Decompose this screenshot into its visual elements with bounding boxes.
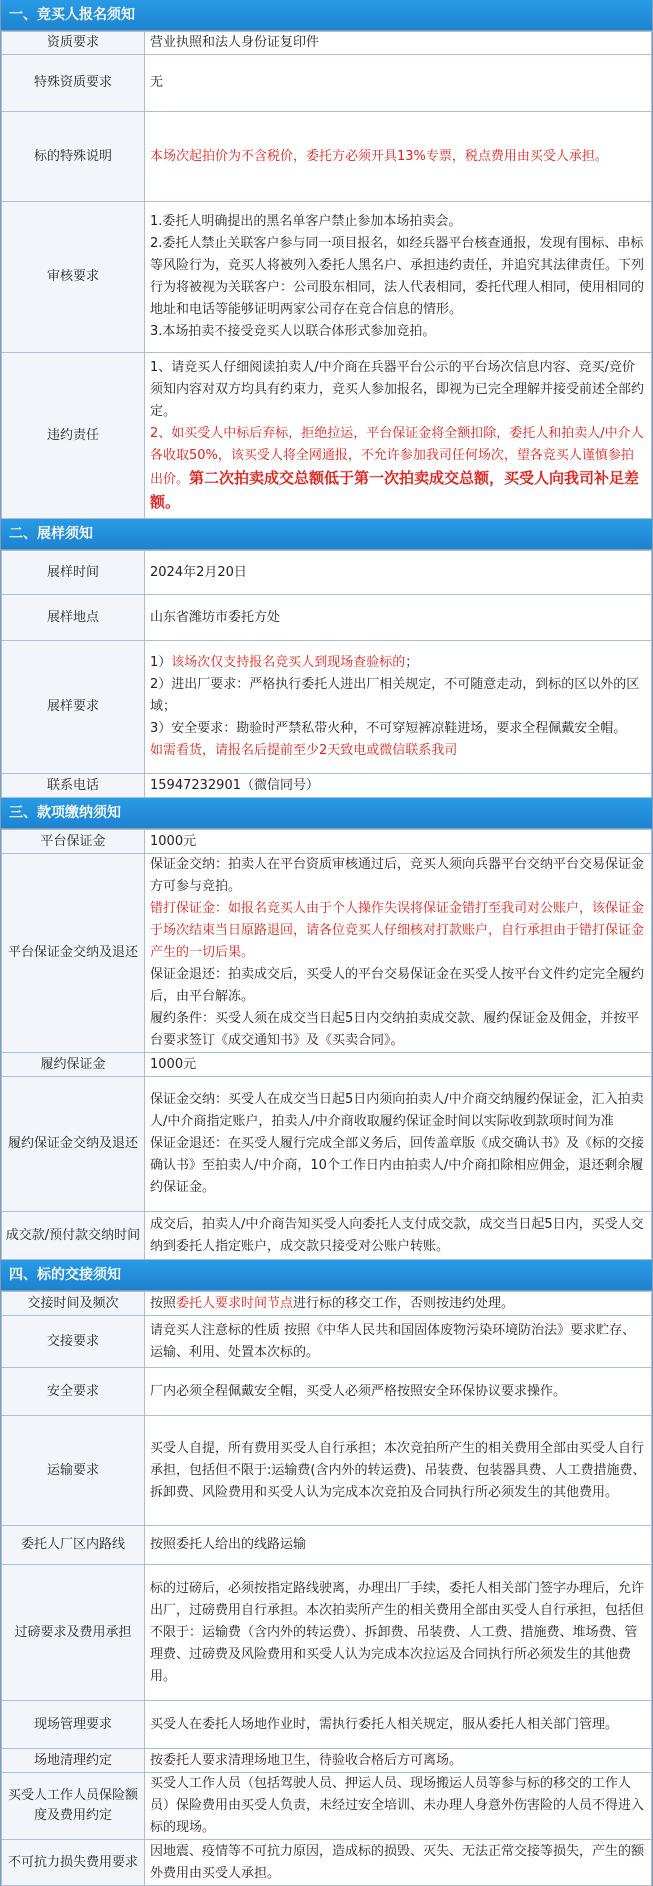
table-row [2, 1077, 652, 1212]
weigh-value: 标的过磅后，必须按指定路线驶离，办理出厂手续，委托人相关部门签字办理后，允许出厂，过磅费用自行承担。本次拍卖所产生的相关费用全部由买受人自行承担，包括但不限于：运输费（含内外的转运费）、拆卸费、吊装费、人工费、措施费、堆场费、管理费、过磅费及风险费用和买受人认为完成本次拉运及合同执行所必须发生的其他费用。 [145, 1565, 652, 1701]
exhibit-req-line-1-prefix: 1） [150, 655, 172, 670]
table-row [2, 1368, 652, 1416]
clean-label: 场地清理约定 [2, 1749, 145, 1773]
deposit-proc-line-4: 履约条件：买受人须在成交当日起5日内交纳拍卖成交款、履约保证金及佣金，并按平台要求签订《成交通知书》及《买卖合同》。 [150, 1011, 640, 1048]
phone-value: 15947232901（微信同号） [145, 774, 652, 798]
safety-label: 安全要求 [2, 1368, 145, 1416]
exhibit-req-line-1-suffix: ； [405, 655, 419, 670]
table-row [2, 353, 652, 519]
table-row [2, 854, 652, 1053]
table-row [2, 1212, 652, 1260]
audit-line-2: 2.委托人禁止关联客户参与同一项目报名，如经兵器平台核查通报，发现有围标、串标等风险行为，竞买人将被列入委托人黑名户、承担违约责任，并追究其法律责任。下列行为将被视为关联客户：公司股东相同，法人代表相同，委托代理人相同，使用相同的地址和电话等能够证明两家公司存在竞合信息的情形。 [150, 236, 645, 317]
perf-proc-label: 履约保证金交纳及退还 [2, 1077, 145, 1212]
table-row [2, 1292, 652, 1316]
breach-line-2-text: 2、如买受人中标后弃标，拒绝拉运，平台保证金将全额扣除，委托人和拍卖人/中介人各收取50%，该买受人将全网通报，不允许参加我司任何场次，望各竞买人谨慎参拍出价。 [150, 425, 644, 487]
freq-label: 交接时间及频次 [2, 1292, 145, 1316]
freq-value [145, 1292, 652, 1316]
clean-value: 按委托人要求清理场地卫生，待验收合格后方可离场。 [145, 1749, 652, 1773]
exhibit-req-label: 展样要求 [2, 641, 145, 774]
exhibit-req-line-2: 2）进出厂要求：严格执行委托人进出厂相关规定，不可随意走动，到标的区以外的区域； [150, 677, 640, 714]
exhibit-req-line-3: 3）安全要求：勘验时严禁私带火种，不可穿短裤凉鞋进场，要求全程佩戴安全帽。 [150, 721, 627, 736]
registration-table [1, 31, 652, 519]
phone-label: 联系电话 [2, 774, 145, 798]
table-row [2, 774, 652, 798]
site-value: 买受人在委托人场地作业时，需执行委托人相关规定，服从委托人相关部门管理。 [145, 1701, 652, 1749]
table-row [2, 1053, 652, 1077]
qual-label: 资质要求 [2, 32, 145, 55]
exhibition-table [1, 550, 652, 798]
freq-prefix: 按照 [150, 1295, 177, 1311]
force-value: 因地震、疫情等不可抗力原因，造成标的损毁、灭失、无法正常交接等损失，产生的额外费用由买受人承担。 [145, 1840, 652, 1886]
perf-proc-value [145, 1077, 652, 1212]
pay-time-label: 成交款/预付款交纳时间 [2, 1212, 145, 1260]
deposit-value: 1000元 [145, 830, 652, 854]
breach-line-3: 第二次拍卖成交总额低于第一次拍卖成交总额，买受人向我司补足差额。 [150, 468, 640, 511]
section-header-handover: 四、标的交接须知 [1, 1260, 652, 1291]
table-row [2, 1840, 652, 1886]
qual-value: 营业执照和法人身份证复印件 [145, 32, 652, 55]
handover-req-label: 交接要求 [2, 1316, 145, 1368]
deposit-label: 平台保证金 [2, 830, 145, 854]
exhibit-req-line-1 [150, 652, 646, 674]
exhibit-time-value: 2024年2月20日 [145, 551, 652, 595]
exhibit-req-line-1-red: 该场次仅支持报名竞买人到现场查验标的 [171, 655, 406, 670]
force-label: 不可抗力损失费用要求 [2, 1840, 145, 1886]
section-header-registration: 一、竞买人报名须知 [1, 0, 652, 31]
table-row [2, 1565, 652, 1701]
handover-req-value: 请竞买人注意标的性质 按照《中华人民共和国固体废物污染环境防治法》要求贮存、运输、利用、处置本次标的。 [145, 1316, 652, 1368]
table-row [2, 1526, 652, 1565]
route-label: 委托人厂区内路线 [2, 1526, 145, 1565]
section-header-exhibition: 二、展样须知 [1, 519, 652, 550]
audit-line-3: 3.本场拍卖不接受竞买人以联合体形式参加竞拍。 [150, 324, 436, 339]
exhibit-req-line-4: 如需看货，请报名后提前至少2天致电或微信联系我司 [150, 743, 458, 758]
deposit-proc-value [145, 854, 652, 1053]
deposit-proc-label: 平台保证金交纳及退还 [2, 854, 145, 1053]
perf-deposit-value: 1000元 [145, 1053, 652, 1077]
freq-red: 委托人要求时间节点 [176, 1295, 294, 1311]
breach-label: 违约责任 [2, 353, 145, 519]
table-row [2, 32, 652, 55]
section-header-payment: 三、款项缴纳须知 [1, 798, 652, 829]
deposit-proc-line-3: 保证金退还：拍卖成交后，买受人的平台交易保证金在买受人按平台文件约定完全履约后，由平台解冻。 [150, 967, 645, 1004]
table-row [2, 551, 652, 595]
audit-value [145, 202, 652, 353]
route-value: 按照委托人给出的线路运输 [145, 1526, 652, 1565]
audit-label: 审核要求 [2, 202, 145, 353]
deposit-proc-line-2: 错打保证金：如报名竞买人由于个人操作失误将保证金错打至我司对公账户，该保证金于场次结束当日原路退回，请各位竞买人仔细核对打款账户，自行承担由于错打保证金产生的一切后果。 [150, 901, 645, 960]
freq-suffix: 进行标的移交工作，否则按违约处理。 [293, 1295, 515, 1311]
breach-line-1: 1、请竞买人仔细阅读拍卖人/中介商在兵器平台公示的平台场次信息内容、竞买/竞价须知内容对双方均具有约束力，竞买人参加报名，即视为已完全理解并接受前述全部约定。 [150, 359, 645, 419]
special-qual-value: 无 [145, 55, 652, 112]
table-row [2, 641, 652, 774]
table-row [2, 112, 652, 202]
exhibit-place-label: 展样地点 [2, 595, 145, 641]
payment-table [1, 829, 652, 1260]
table-row [2, 202, 652, 353]
deposit-proc-line-1: 保证金交纳：拍卖人在平台资质审核通过后，竞买人须向兵器平台交纳平台交易保证金方可参与竞拍。 [150, 857, 645, 894]
table-row [2, 1416, 652, 1526]
weigh-label: 过磅要求及费用承担 [2, 1565, 145, 1701]
transport-value: 买受人自提，所有费用买受人自行承担；本次竞拍所产生的相关费用全部由买受人自行承担，包括但不限于:运输费(含内外的转运费)、吊装费、包装器具费、人工费措施费、拆卸费、风险费用和买受人认为完成本次竞拍及合同执行所必须发生的其他费用。 [145, 1416, 652, 1526]
audit-line-1: 1.委托人明确提出的黑名单客户禁止参加本场拍卖会。 [150, 214, 462, 229]
special-qual-label: 特殊资质要求 [2, 55, 145, 112]
table-row [2, 55, 652, 112]
exhibit-place-value: 山东省潍坊市委托方处 [145, 595, 652, 641]
perf-deposit-label: 履约保证金 [2, 1053, 145, 1077]
site-label: 现场管理要求 [2, 1701, 145, 1749]
pay-time-value: 成交后，拍卖人/中介商告知买受人向委托人支付成交款，成交当日起5日内，买受人交纳到委托人指定账户，成交款只接受对公账户转账。 [145, 1212, 652, 1260]
exhibit-req-value [145, 641, 652, 774]
perf-proc-line-1: 保证金交纳：买受人在成交当日起5日内须向拍卖人/中介商交纳履约保证金，汇入拍卖人/中介商指定账户，拍卖人/中介商收取履约保证金时间以实际收到款项时间为准 [150, 1092, 644, 1129]
transport-label: 运输要求 [2, 1416, 145, 1526]
special-note-value: 本场次起拍价为不含税价，委托方必须开具13%专票，税点费用由买受人承担。 [145, 112, 652, 202]
breach-value [145, 353, 652, 519]
handover-table [1, 1291, 652, 1886]
insure-label: 买受人工作人员保险额度及费用约定 [2, 1773, 145, 1840]
exhibit-time-label: 展样时间 [2, 551, 145, 595]
breach-line-2 [150, 423, 646, 515]
table-row [2, 1773, 652, 1840]
safety-value: 厂内必须全程佩戴安全帽，买受人必须严格按照安全环保协议要求操作。 [145, 1368, 652, 1416]
table-row [2, 1749, 652, 1773]
perf-proc-line-2: 保证金退还：在买受人履行完成全部义务后，回传盖章版《成交确认书》及《标的交接确认书》至拍卖人/中介商，10个工作日内由拍卖人/中介商扣除相应佣金，退还剩余履约保证金。 [150, 1136, 645, 1195]
table-row [2, 1316, 652, 1368]
special-note-label: 标的特殊说明 [2, 112, 145, 202]
table-row [2, 1701, 652, 1749]
table-row [2, 595, 652, 641]
insure-value: 买受人工作人员（包括驾驶人员、押运人员、现场搬运人员等参与标的移交的工作人员）保险费用由买受人负责，未经过安全培训、未办理人身意外伤害险的人员不得进入标的现场。 [145, 1773, 652, 1840]
table-row [2, 830, 652, 854]
